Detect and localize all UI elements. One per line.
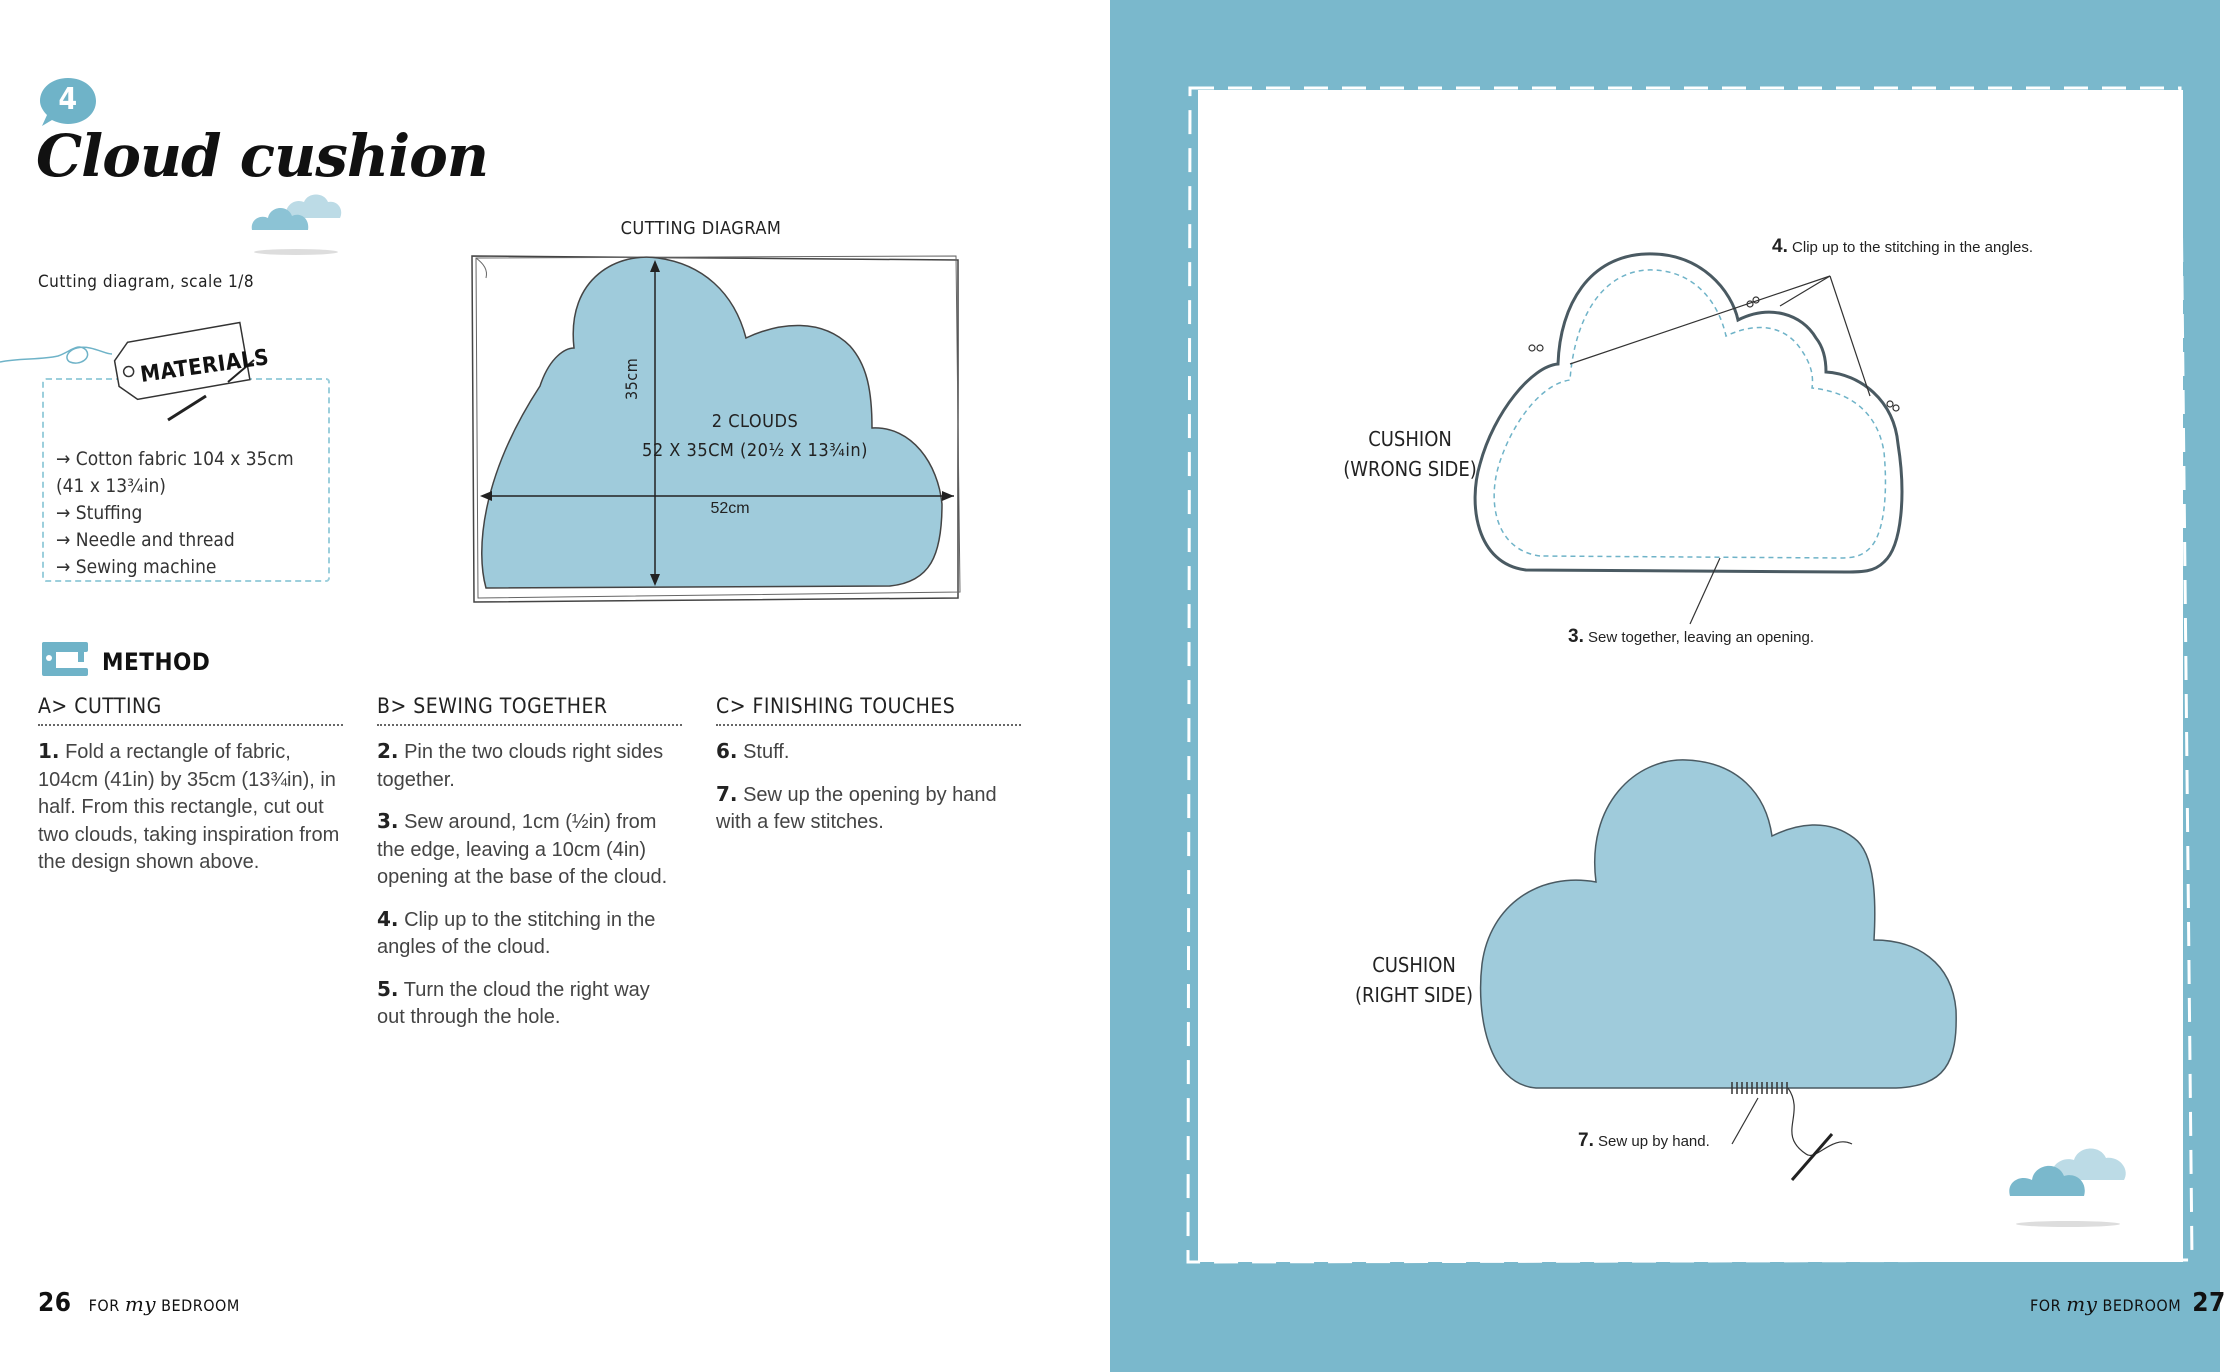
label-line: CUSHION: [1368, 427, 1452, 451]
page-number: 27: [2192, 1288, 2226, 1318]
callout-text: Sew up by hand.: [1598, 1133, 1710, 1150]
diagram-title: CUTTING DIAGRAM: [620, 218, 782, 239]
diagram-height-label: 35cm: [622, 357, 641, 400]
column-heading: B> SEWING TOGETHER: [377, 694, 682, 726]
step-number: 4: [58, 82, 78, 117]
footer-my: my: [124, 1292, 157, 1316]
label-line: (WRONG SIDE): [1343, 457, 1477, 481]
column-heading: A> CUTTING: [38, 694, 343, 726]
cloud-decoration-icon: [2004, 1128, 2134, 1232]
method-column-sewing: [377, 694, 682, 1046]
callout-sew: [1568, 626, 1814, 648]
callout-text: Sew together, leaving an opening.: [1588, 629, 1815, 646]
footer-my: my: [2066, 1292, 2098, 1316]
callout-clip: [1772, 236, 2033, 258]
label-wrong-side: [1340, 424, 1480, 484]
footer-bedroom: BEDROOM: [2102, 1296, 2182, 1315]
footer-right: [2030, 1288, 2226, 1318]
label-line: CUSHION: [1372, 953, 1456, 977]
callout-number: 7.: [1578, 1130, 1594, 1151]
step-4: 4. Clip up to the stitching in the angles of the cloud.: [377, 906, 656, 958]
footer-for: FOR: [2030, 1296, 2062, 1315]
step-2: 2. Pin the two clouds right sides together.: [377, 739, 664, 791]
method-column-cutting: [38, 694, 343, 891]
materials-item: → Stuffing: [56, 502, 143, 524]
step-7: 7. Sew up the opening by hand with a few stitches.: [716, 781, 997, 833]
scale-note: Cutting diagram, scale 1/8: [38, 272, 255, 292]
callout-number: 3.: [1568, 626, 1584, 647]
step-1: 1. Fold a rectangle of fabric, 104cm (41in) by 35cm (13¾in), in half. From this rectangle, cut out two clouds, taking inspiration from the design shown above.: [38, 739, 340, 873]
page-number: 26: [38, 1288, 72, 1318]
materials-list: [56, 446, 306, 581]
materials-label: MATERIALS: [138, 345, 271, 388]
label-right-side: [1344, 950, 1484, 1010]
cloud-decoration-icon: [248, 178, 348, 258]
diagram-clouds-count: 2 CLOUDS: [711, 411, 799, 432]
method-column-finishing: [716, 694, 1021, 851]
materials-item: → Needle and thread: [56, 529, 235, 551]
column-heading: C> FINISHING TOUCHES: [716, 694, 1021, 726]
page-title: Cloud cushion: [36, 122, 488, 190]
sewing-machine-icon: [40, 638, 90, 678]
callout-number: 4.: [1772, 236, 1788, 257]
materials-tag: [98, 320, 271, 430]
footer-for: FOR: [88, 1296, 120, 1315]
step-3: 3. Sew around, 1cm (½in) from the edge, leaving a 10cm (4in) opening at the base of the cloud.: [377, 809, 668, 888]
callout-text: Clip up to the stitching in the angles.: [1792, 239, 2034, 256]
materials-item: → Sewing machine: [56, 556, 217, 578]
footer-left: [38, 1288, 240, 1318]
diagram-width-label: 52cm: [710, 500, 750, 517]
cloud-wrong-side: [1470, 244, 1950, 584]
footer-bedroom: BEDROOM: [161, 1296, 240, 1315]
materials-item: → Cotton fabric 104 x 35cm (41 x 13¾in): [56, 448, 294, 497]
cloud-right-side: [1476, 754, 1956, 1194]
step-5: 5. Turn the cloud the right way out through the hole.: [377, 976, 650, 1028]
diagram-clouds-size: 52 X 35CM (20½ X 13¾in): [642, 440, 868, 461]
callout-hand: [1578, 1130, 1710, 1152]
method-heading: METHOD: [102, 648, 211, 676]
label-line: (RIGHT SIDE): [1355, 983, 1473, 1007]
step-6: 6. Stuff.: [716, 739, 790, 763]
